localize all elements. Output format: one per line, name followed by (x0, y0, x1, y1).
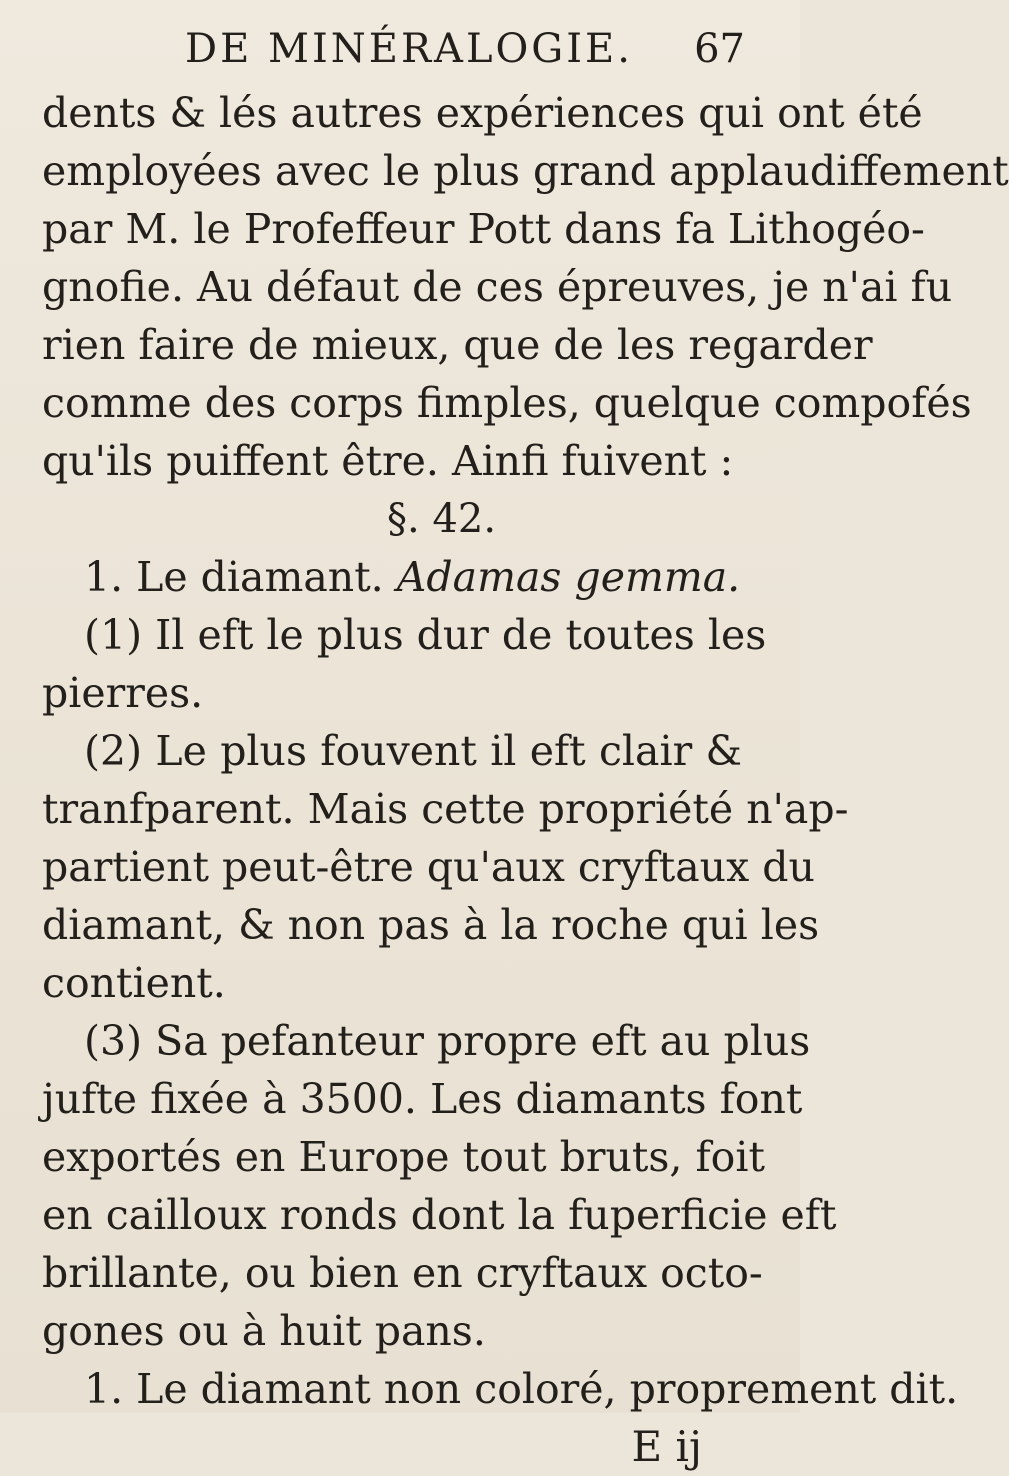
text-line: (2) Le plus fouvent il eft clair & (84, 727, 742, 775)
text-line: diamant, & non pas à la roche qui les (42, 901, 820, 949)
text-line: partient peut-être qu'aux cryftaux du (42, 843, 815, 891)
signature-mark: E ij (631, 1422, 702, 1471)
text-line: gones ou à huit pans. (42, 1307, 486, 1355)
running-head: DE MINÉRALOGIE. (185, 26, 633, 72)
text-line: (3) Sa pefanteur propre eft au plus (84, 1017, 811, 1065)
text-line: gnofie. Au défaut de ces épreuves, je n'ai fu (42, 263, 953, 311)
text-line: brillante, ou bien en cryftaux octo- (42, 1249, 763, 1297)
text-line: rien faire de mieux, que de les regarder (42, 321, 873, 369)
text-line: dents & lés autres expériences qui ont été (42, 89, 923, 137)
text-line: 1. Le diamant non coloré, proprement dit. (84, 1365, 959, 1413)
text-line: employées avec le plus grand applaudiffement (42, 147, 1009, 195)
text-line: contient. (42, 959, 226, 1007)
text-line: qu'ils puiffent être. Ainfi fuivent : (42, 437, 734, 485)
entry-heading (42, 548, 742, 606)
entry-title: 1. Le diamant. (84, 553, 384, 601)
text-line: pierres. (42, 669, 204, 717)
text-line: jufte fixée à 3500. Les diamants font (42, 1075, 803, 1123)
text-line: tranfparent. Mais cette propriété n'ap- (42, 785, 849, 833)
text-line: comme des corps fimples, quelque compofés (42, 379, 972, 427)
page-body (42, 84, 1009, 1476)
entry-latin-name: Adamas gemma. (396, 553, 741, 601)
section-heading: §. 42. (387, 496, 497, 542)
text-line: en cailloux ronds dont la fuperficie eft (42, 1191, 837, 1239)
page-number: 67 (694, 26, 745, 72)
text-line: par M. le Profeffeur Pott dans fa Lithogéo- (42, 205, 925, 253)
page-header (0, 18, 800, 78)
text-line: (1) Il eft le plus dur de toutes les (84, 611, 767, 659)
text-line: exportés en Europe tout bruts, foit (42, 1133, 765, 1181)
